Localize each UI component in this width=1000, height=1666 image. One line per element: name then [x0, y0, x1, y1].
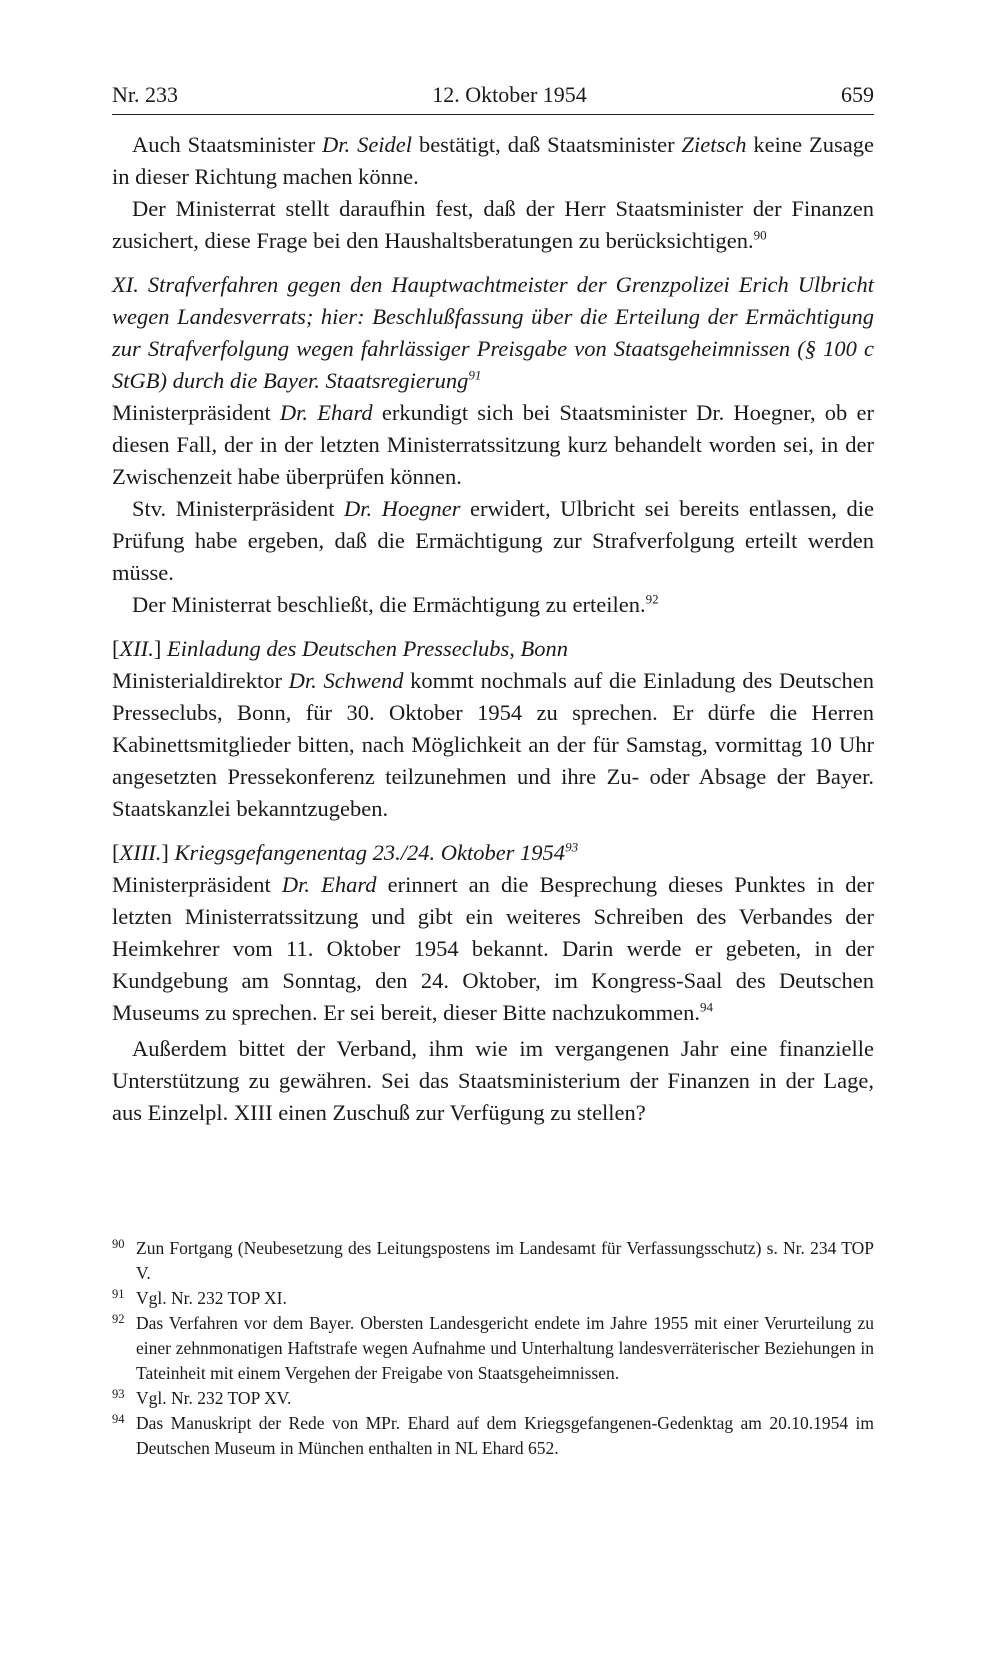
section-heading-xii: [XII.] Einladung des Deutschen Presseclubs, Bonn [112, 636, 568, 661]
paragraph: Ministerpräsident Dr. Ehard erkundigt sich bei Staatsminister Dr. Hoegner, ob er diesen Fall, der in der letzten Ministerratssitzung kurz behandelt worden sei, in der Zwischenzeit habe überprüfen können. [112, 400, 874, 489]
footnote-ref[interactable]: 93 [565, 839, 579, 855]
footnote: 93 Vgl. Nr. 232 TOP XV. [112, 1386, 874, 1411]
footnote: 94 Das Manuskript der Rede von MPr. Ehard auf dem Kriegsgefangenen-Gedenktag am 20.10.1954 im Deutschen Museum in München enthalten in NL Ehard 652. [112, 1411, 874, 1461]
paragraph: Ministerpräsident Dr. Ehard erinnert an die Besprechung dieses Punktes in der letzten Ministerratssitzung und gibt ein weiteres Schreiben des Verbandes der Heimkehrer vom 11. Oktober 1954 bekannt. Darin werde er gebeten, in der Kundgebung am Sonntag, den 24. Oktober, im Kongress-Saal des Deutschen Museums zu sprechen. Er sei bereit, dieser Bitte nachzukommen.$^{94}$ [112, 872, 874, 1025]
footnote-number: 92 [112, 1312, 125, 1326]
section-heading-xi: XI. Strafverfahren gegen den Hauptwachtmeister der Grenzpolizei Erich Ulbricht wegen Landesverrats; hier: Beschlußfassung über die Erteilung der Ermächtigung zur Strafverfolgung wegen fahrlässiger Preisgabe von Staatsgeheimnissen (§ 100 c StGB) durch die Bayer. Staatsregierung$^{91}$ [112, 272, 874, 393]
paragraph: Außerdem bittet der Verband, ihm wie im vergangenen Jahr eine finanzielle Unterstützung zu gewähren. Sei das Staatsministerium der Finanzen in der Lage, aus Einzelpl. XIII einen Zuschuß zur Verfügung zu stellen? [112, 1036, 874, 1125]
footnote-number: 94 [112, 1412, 125, 1426]
running-header [112, 82, 874, 115]
paragraph: Der Ministerrat beschließt, die Ermächtigung zu erteilen.$^{92}$ [132, 591, 659, 617]
paragraph: Stv. Ministerpräsident Dr. Hoegner erwidert, Ulbricht sei bereits entlassen, die Prüfung habe ergeben, daß die Ermächtigung zur Strafverfolgung erteilt werden müsse. [112, 496, 874, 585]
main-text [112, 129, 874, 1129]
footnote-ref[interactable]: 94 [699, 999, 713, 1015]
footnote-ref[interactable]: 92 [645, 591, 659, 607]
footnote-ref[interactable]: 91 [468, 367, 482, 383]
document-number: Nr. 233 [112, 82, 178, 107]
footnote-number: 91 [112, 1287, 125, 1301]
paragraph: Auch Staatsminister Dr. Seidel bestätigt, daß Staatsminister Zietsch keine Zusage in dieser Richtung machen könne. [112, 132, 874, 189]
footnote: 91 Vgl. Nr. 232 TOP XI. [112, 1286, 874, 1311]
paragraph: Ministerialdirektor Dr. Schwend kommt nochmals auf die Einladung des Deutschen Presseclubs, Bonn, für 30. Oktober 1954 zu sprechen. Er dürfe die Herren Kabinettsmitglieder bitten, nach Möglichkeit an der für Samstag, vormittag 10 Uhr angesetzten Pressekonferenz teilzunehmen und ihre Zu- oder Absage der Bayer. Staatskanzlei bekanntzugeben. [112, 668, 874, 821]
page-number: 659 [841, 82, 874, 107]
page [112, 82, 874, 1129]
footnote: 92 Das Verfahren vor dem Bayer. Obersten Landesgericht endete im Jahre 1955 mit einer Verurteilung zu einer zehnmonatigen Haftstrafe wegen Aufnahme und Unterhaltung landesverräterischer Beziehungen in Tateinheit mit einem Vergehen der Freigabe von Staatsgeheimnissen. [112, 1311, 874, 1386]
footnote-number: 93 [112, 1387, 125, 1401]
footnote-ref[interactable]: 90 [753, 227, 767, 243]
paragraph: Der Ministerrat stellt daraufhin fest, daß der Herr Staatsminister der Finanzen zusichert, diese Frage bei den Haushaltsberatungen zu berücksichtigen.$^{90}$ [112, 196, 874, 253]
footnotes [112, 1236, 874, 1461]
footnote-number: 90 [112, 1237, 125, 1251]
header-date: 12. Oktober 1954 [432, 82, 587, 107]
footnote: 90 Zun Fortgang (Neubesetzung des Leitungspostens im Landesamt für Verfassungsschutz) s. Nr. 234 TOP V. [112, 1236, 874, 1286]
section-heading-xiii: [XIII.] Kriegsgefangenentag 23./24. Oktober 1954$^{93}$ [112, 839, 579, 865]
